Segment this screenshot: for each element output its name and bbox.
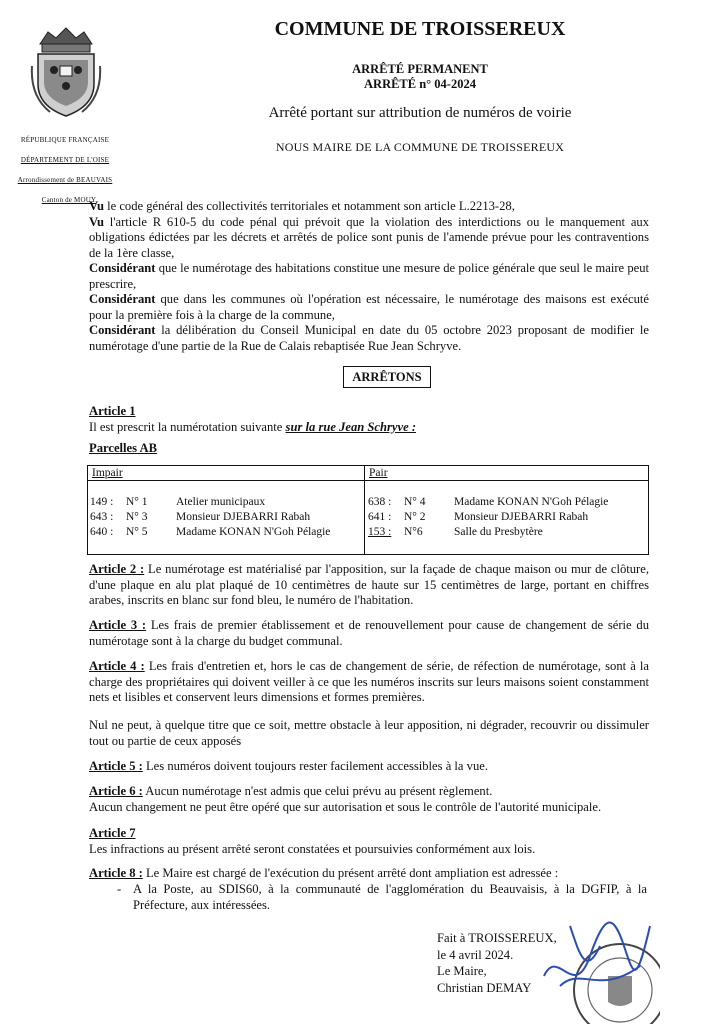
article-8 (89, 866, 649, 882)
occupant: Madame KONAN N'Goh Pélagie (454, 496, 609, 508)
table-row (90, 526, 330, 538)
arrete-objet: Arrêté portant sur attribution de numéros de voirie (268, 105, 572, 121)
parcel-number: 641 : (368, 511, 392, 523)
article-8-text: Le Maire est chargé de l'exécution du présent arrêté dont ampliation est adressée : (142, 866, 559, 880)
arretons-box: ARRÊTONS (343, 366, 431, 388)
departement-label: DÉPARTEMENT DE L'OISE (20, 156, 110, 164)
parcel-table (87, 465, 649, 555)
street-number: N° 3 (126, 511, 148, 523)
article-8-heading: Article 8 : (89, 866, 143, 880)
visa-lead: Vu (89, 214, 104, 229)
article-2-heading: Article 2 : (89, 562, 145, 576)
table-row (90, 496, 265, 508)
article-6-extra: Aucun changement ne peut être opéré que sur autorisation et sous le contrôle de l'autorité municipale. (89, 799, 602, 814)
table-header-line (88, 480, 648, 481)
visa-item (89, 215, 649, 262)
article-5-text: Les numéros doivent toujours rester facilement accessibles à la vue. (142, 759, 489, 773)
street-number: N° 2 (404, 511, 426, 523)
visa-text: que dans les communes où l'opération est nécessaire, le numérotage des maisons est exécuté pour la première fois à la charge de la commune, (89, 292, 649, 322)
article-3 (89, 618, 649, 649)
arrete-number: ARRÊTÉ n° 04-2024 (364, 77, 476, 91)
article-4-text: Les frais d'entretien et, hors le cas de changement de série, de réfection de numérotage, sont à la charge des propriétaires qui doivent veiller à ce que les numéros inscrits sur leurs maisons soient constamment nets et lisibles et conservent leurs dimensions et formes premières. (89, 659, 649, 704)
article-2-text: Le numérotage est matérialisé par l'apposition, sur la façade de chaque maison ou mur de clôture, d'une plaque en alu plat plaqué de 10 centimètres de haute sur 15 centimètres de large, portant en chiffres arabes, inscrits en blanc sur fond bleu, le numéro de l'habitation. (89, 562, 649, 607)
visa-text: l'article R 610-5 du code pénal qui prévoit que la violation des interdictions ou le manquement aux obligations édictées par les décrets et arrêtés de police sont punis de l'amende prévue pour les contraventions de la 1ère classe, (89, 214, 649, 260)
article-6-text: Aucun numérotage n'est admis que celui prévu au présent règlement. (142, 784, 493, 798)
bullet-dash: - (117, 882, 122, 896)
occupant: Monsieur DJEBARRI Rabah (176, 511, 311, 523)
article-6-heading: Article 6 : (89, 784, 143, 798)
article-7-text: Les infractions au présent arrêté seront constatées et poursuivies conformément aux lois. (89, 841, 536, 856)
street-number: N°6 (404, 526, 423, 538)
table-row (368, 496, 608, 508)
impair-header: Impair (92, 467, 123, 479)
article-4-extra: Nul ne peut, à quelque titre que ce soit, mettre obstacle à leur apposition, ni dégrader, recouvrir ou dissimuler tout ou partie de ceux apposés (89, 718, 649, 748)
article-5 (89, 759, 649, 775)
parcelles-title: Parcelles AB (89, 441, 157, 455)
occupant: Salle du Presbytère (454, 526, 543, 538)
occupant: Monsieur DJEBARRI Rabah (454, 511, 589, 523)
street-number: N° 4 (404, 496, 426, 508)
arrondissement-label: Arrondissement de BEAUVAIS (17, 176, 113, 184)
article-1-body (89, 420, 649, 436)
visa-text: le code général des collectivités territoriales et notamment son article L.2213-28, (103, 199, 515, 213)
parcel-number: 638 : (368, 496, 392, 508)
visa-lead: Vu (89, 199, 104, 213)
parcel-number: 153 : (368, 526, 392, 538)
visa-item (89, 199, 649, 215)
visa-lead: Considérant (89, 323, 156, 337)
official-stamp-signature (540, 906, 660, 1024)
article-4-heading: Article 4 : (89, 659, 145, 673)
visa-item (89, 323, 649, 354)
visa-lead: Considérant (89, 261, 156, 275)
signature-place: Fait à TROISSEREUX, (437, 931, 557, 945)
canton-label: Canton de MOUY (41, 196, 97, 204)
article-8-bullet: A la Poste, au SDIS60, à la communauté de l'agglomération du Beauvaisis, à la DGFIP, à la Préfecture, aux intéressées. (133, 882, 647, 912)
article-1-heading: Article 1 (89, 404, 136, 418)
article-7 (89, 826, 649, 857)
article-5-heading: Article 5 : (89, 759, 143, 773)
parcel-number: 149 : (90, 496, 114, 508)
signature-role: Le Maire, (437, 964, 487, 978)
signature-name: Christian DEMAY (437, 980, 532, 995)
visa-lead: Considérant (89, 292, 156, 306)
table-row (90, 511, 310, 523)
maire-heading: NOUS MAIRE DE LA COMMUNE DE TROISSEREUX (275, 140, 565, 154)
visa-text: que le numérotage des habitations constitue une mesure de police générale que seul le maire peut prescrire, (89, 261, 649, 291)
article-4 (89, 659, 649, 706)
street-number: N° 1 (126, 496, 148, 508)
visas-block (89, 199, 649, 354)
article-7-heading: Article 7 (89, 826, 136, 840)
commune-title: COMMUNE DE TROISSEREUX (274, 18, 566, 40)
coat-of-arms-logo (30, 26, 102, 118)
parcel-number: 643 : (90, 511, 114, 523)
visa-text: la délibération du Conseil Municipal en date du 05 octobre 2023 proposant de modifier le numérotage d'une partie de la Rue de Calais rebaptisée Rue Jean Schryve. (89, 323, 649, 353)
table-row (368, 526, 543, 538)
occupant: Madame KONAN N'Goh Pélagie (176, 526, 331, 538)
article-6 (89, 784, 649, 815)
signature-date: le 4 avril 2024. (437, 947, 514, 962)
visa-item (89, 261, 649, 292)
occupant: Atelier municipaux (176, 496, 266, 508)
article-1-text: Il est prescrit la numérotation suivante (89, 419, 286, 434)
visa-item (89, 292, 649, 323)
article-3-text: Les frais de premier établissement et de renouvellement pour cause de changement de série du numérotage sont à la charge du budget communal. (89, 618, 650, 648)
republique-label: RÉPUBLIQUE FRANÇAISE (20, 136, 110, 144)
parcel-number: 640 : (90, 526, 114, 538)
pair-header: Pair (369, 467, 388, 479)
article-3-heading: Article 3 : (89, 618, 147, 632)
article-1 (89, 404, 649, 435)
article-1-street: sur la rue Jean Schryve : (285, 419, 417, 434)
article-2 (89, 562, 649, 609)
street-number: N° 5 (126, 526, 148, 538)
arrete-type: ARRÊTÉ PERMANENT (352, 62, 488, 76)
table-row (368, 511, 588, 523)
